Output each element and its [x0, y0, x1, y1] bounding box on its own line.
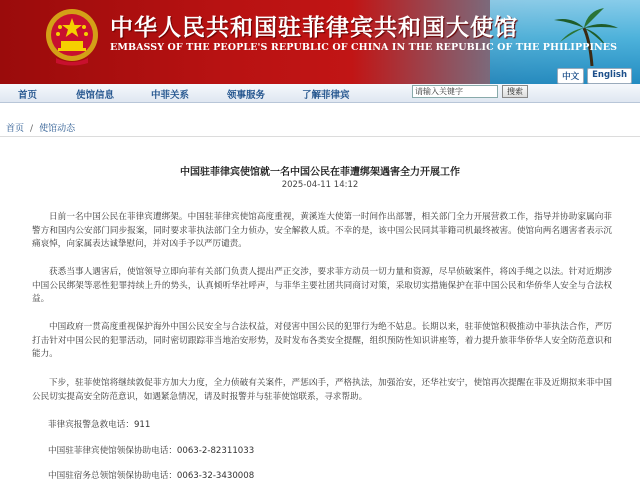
nav-item-about-philippines[interactable]: 了解菲律宾 — [302, 90, 350, 101]
search-input[interactable]: 请输入关键字 — [412, 85, 498, 98]
article-date: 2025-04-11 14:12 — [281, 180, 359, 190]
palm-tree-icon — [532, 6, 622, 66]
breadcrumb-separator: / — [30, 124, 34, 134]
breadcrumb-home-link[interactable]: 首页 — [6, 124, 25, 134]
contact-line: 中国驻宿务总领馆领保协助电话：0063-32-3430008 — [48, 471, 255, 481]
article-paragraph: 获悉当事人遇害后，使馆领导立即向菲有关部门负责人提出严正交涉，要求菲方动员一切力量和资源，尽早侦破案件，将凶手绳之以法。针对近期涉中国公民绑架等恶性犯罪持续上升的势头，认真倾听华社呼声，与菲华主要社团共同商讨对策，采取切实措施保护在菲中国公民和华侨华人安全与合法权益。 — [32, 267, 612, 304]
breadcrumb — [6, 121, 75, 134]
lang-english-button[interactable]: English — [587, 68, 632, 84]
language-switcher — [557, 68, 632, 84]
article-title: 中国驻菲律宾使馆就一名中国公民在菲遭绑架遇害全力开展工作 — [180, 167, 460, 178]
national-emblem-icon — [44, 6, 100, 68]
breadcrumb-current-link[interactable]: 使馆动态 — [39, 124, 76, 134]
nav-item-consular-services[interactable]: 领事服务 — [227, 90, 266, 101]
main-nav — [0, 84, 640, 103]
lang-chinese-button[interactable]: 中文 — [557, 68, 584, 84]
nav-item-embassy-info[interactable]: 使馆信息 — [76, 90, 115, 101]
article-paragraph: 日前一名中国公民在菲律宾遭绑架。中国驻菲律宾使馆高度重视，黄溪连大使第一时间作出部署，相关部门全力开展营救工作，指导并协助家属向菲警方和国内公安部门同步报案，同时要求菲执法部门全力侦办，安全解救人质。不幸的是，该中国公民同其菲籍司机最终被害。使馆向两名遇害者表示沉痛哀悼，向家属表达诚挚慰问，并对凶手予以严厉谴责。 — [32, 212, 612, 249]
nav-item-home[interactable]: 首页 — [18, 90, 38, 101]
contact-line: 菲律宾报警急救电话：911 — [48, 420, 151, 430]
search-button[interactable]: 搜索 — [502, 85, 528, 98]
article-paragraph: 下步，驻菲使馆将继续敦促菲方加大力度，全力侦破有关案件，严惩凶手，严格执法，加强治安，还华社安宁，使馆再次提醒在菲及近期拟来菲中国公民切实提高安全防范意识，如遇紧急情况，请及时报警并与驻菲使馆联系，寻求帮助。 — [32, 378, 612, 402]
article-paragraph: 中国政府一贯高度重视保护海外中国公民安全与合法权益，对侵害中国公民的犯罪行为绝不姑息。长期以来，驻菲使馆积极推动中菲执法合作，严厉打击针对中国公民的犯罪活动，同时密切跟踪菲当地治安形势，及时发布各类安全提醒，组织预防性知识讲座等，着力提升旅菲华侨华人安全防范意识和能力。 — [32, 322, 612, 359]
site-title-english: EMBASSY OF THE PEOPLE'S REPUBLIC OF CHINA IN THE REPUBLIC OF THE PHILIPPINES — [110, 42, 618, 53]
nav-item-china-philippines-relations[interactable]: 中菲关系 — [151, 90, 190, 101]
divider — [0, 136, 640, 137]
contact-line: 中国驻菲律宾使馆领保协助电话：0063-2-82311033 — [48, 446, 255, 456]
site-title-chinese: 中华人民共和国驻菲律宾共和国大使馆 — [110, 14, 518, 41]
site-header — [0, 0, 640, 84]
